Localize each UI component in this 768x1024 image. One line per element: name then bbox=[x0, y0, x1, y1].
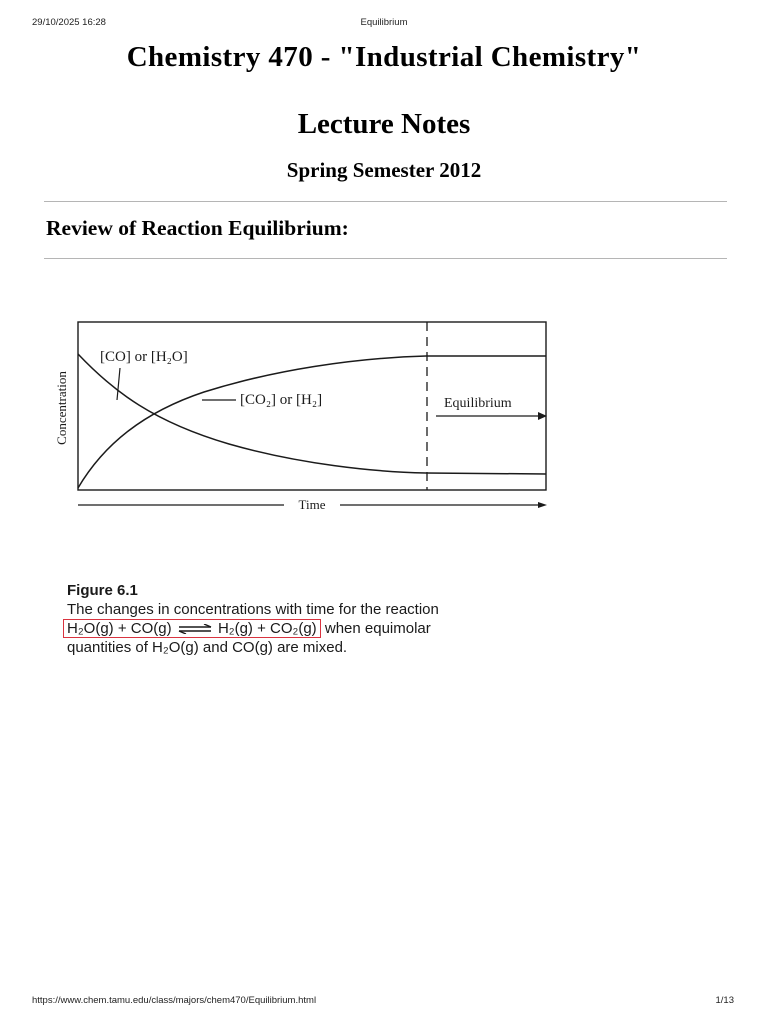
figure-caption bbox=[67, 581, 439, 657]
print-datetime: 29/10/2025 16:28 bbox=[32, 17, 106, 28]
caption-line-1: The changes in concentrations with time for the reaction bbox=[67, 601, 439, 618]
reactant-leader bbox=[117, 368, 120, 400]
reactant-label: [CO] or [H₂O] bbox=[100, 349, 188, 365]
time-axis-arrowhead bbox=[538, 502, 547, 508]
divider-top bbox=[44, 201, 727, 202]
section-heading: Review of Reaction Equilibrium: bbox=[46, 216, 349, 240]
course-title: Chemistry 470 - "Industrial Chemistry" bbox=[126, 41, 642, 73]
equation-reactants: H₂O(g) + CO(g) bbox=[67, 620, 172, 637]
caption-line-3: quantities of H₂O(g) and CO(g) are mixed. bbox=[67, 639, 348, 656]
reaction-equation-box bbox=[63, 619, 321, 638]
equilibrium-label: Equilibrium bbox=[444, 396, 512, 411]
equation-products: H₂(g) + CO₂(g) bbox=[217, 620, 317, 637]
product-curve bbox=[78, 356, 546, 488]
equilibrium-arrows-icon bbox=[178, 624, 212, 634]
print-page-title: Equilibrium bbox=[360, 17, 408, 28]
x-axis-label: Time bbox=[298, 497, 326, 512]
caption-line-2 bbox=[67, 619, 439, 638]
figure-number: Figure 6.1 bbox=[67, 582, 138, 599]
semester-subtitle: Spring Semester 2012 bbox=[286, 158, 482, 182]
y-axis-label: Concentration bbox=[54, 371, 69, 445]
lecture-notes-title: Lecture Notes bbox=[297, 108, 471, 140]
equilibrium-figure bbox=[44, 314, 564, 514]
divider-bottom bbox=[44, 258, 727, 259]
product-label: [CO₂] or [H₂] bbox=[240, 392, 323, 408]
caption-line-2-rest: when equimolar bbox=[324, 620, 431, 637]
print-url: https://www.chem.tamu.edu/class/majors/chem470/Equilibrium.html bbox=[32, 995, 317, 1006]
reactant-curve bbox=[78, 354, 546, 474]
print-page-number: 1/13 bbox=[715, 995, 734, 1006]
